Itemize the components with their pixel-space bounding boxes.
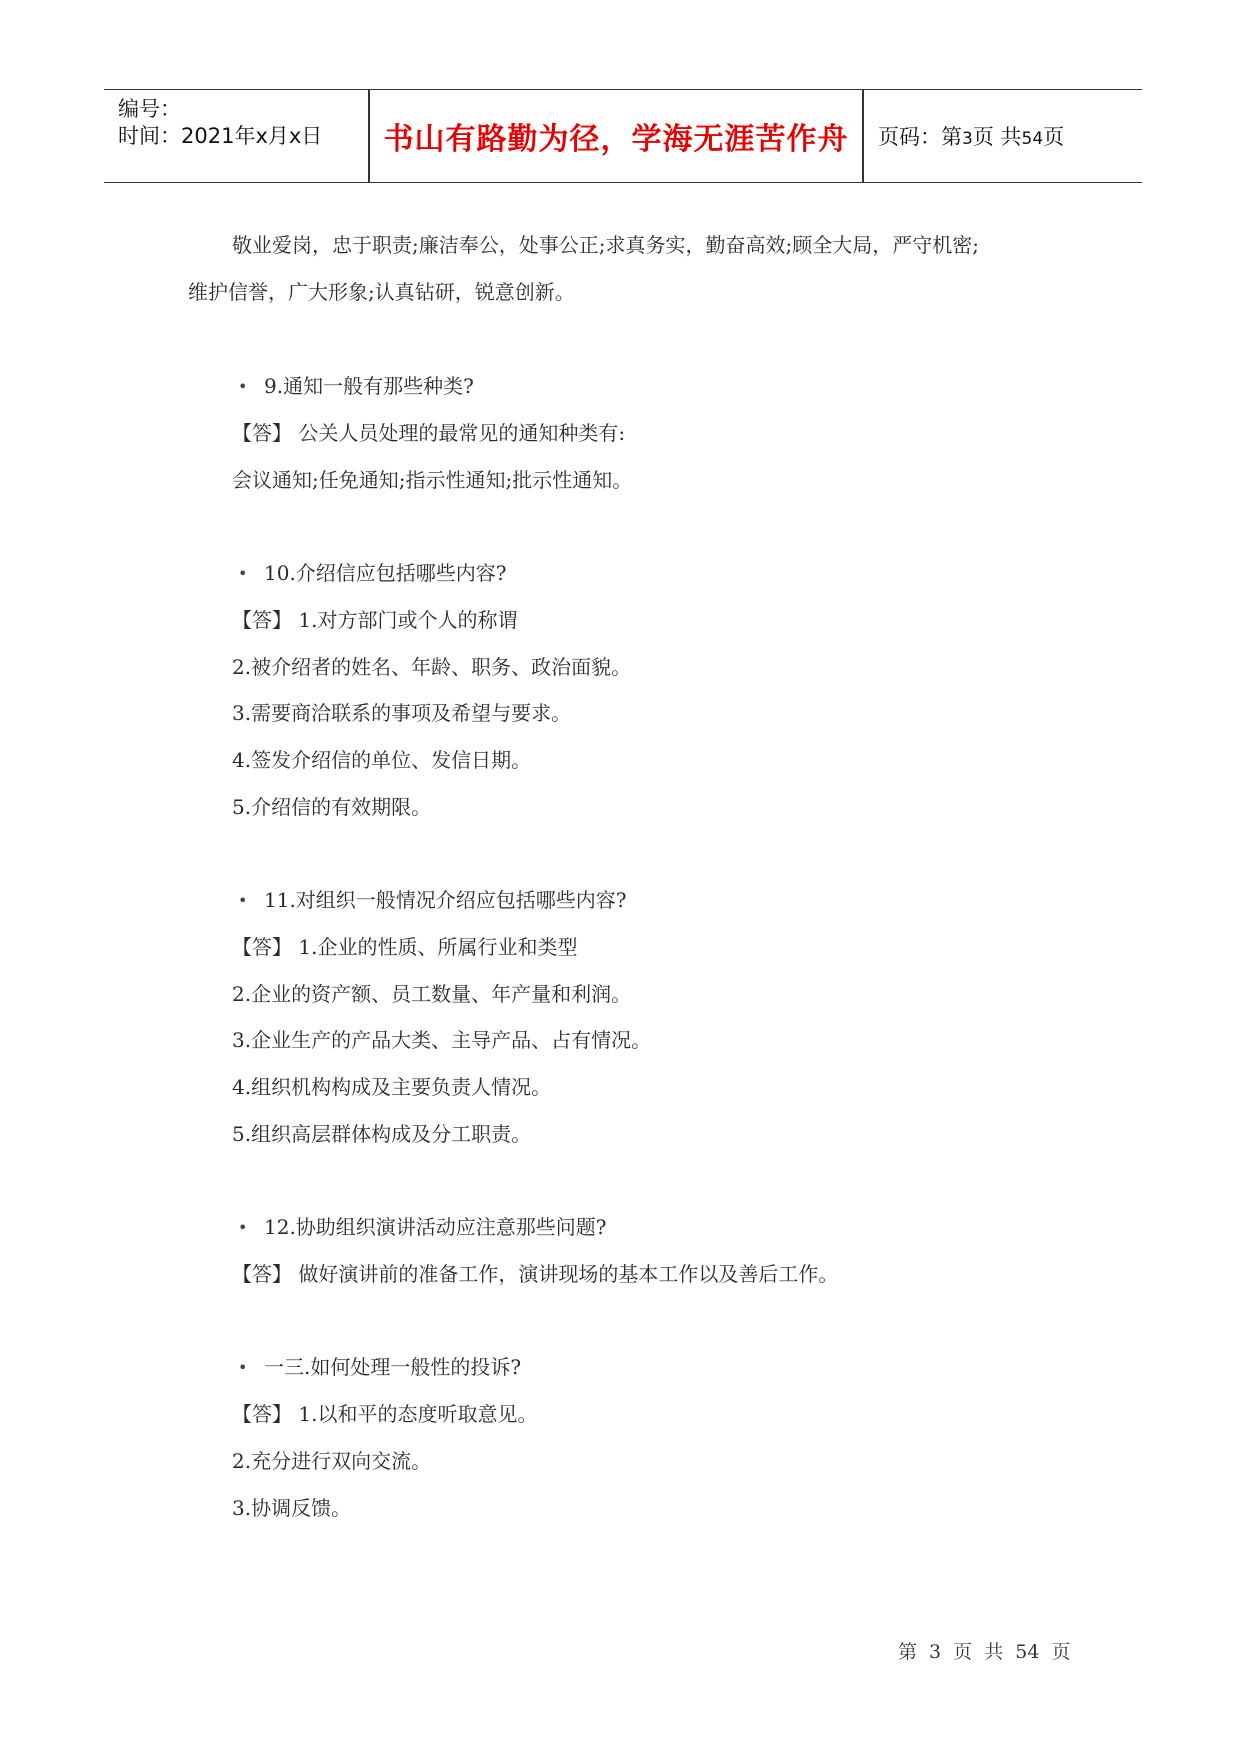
page-current: 3 bbox=[962, 129, 973, 149]
answer-line: 5.组织高层群体构成及分工职责。 bbox=[232, 1122, 532, 1146]
page-suffix: 页 bbox=[1043, 125, 1065, 149]
page-mid: 页 共 bbox=[972, 125, 1022, 149]
bullet-icon: • bbox=[238, 1358, 248, 1377]
question-12: 12.协助组织演讲活动应注意那些问题? bbox=[264, 1215, 607, 1239]
answer-line: 2.充分进行双向交流。 bbox=[232, 1449, 432, 1473]
answer-line: 会议通知;任免通知;指示性通知;批示性通知。 bbox=[232, 468, 633, 492]
question-9: 9.通知一般有那些种类? bbox=[264, 374, 474, 398]
answer-10: 【答】 1.对方部门或个人的称谓 bbox=[232, 608, 518, 632]
page-prefix: 页码：第 bbox=[878, 125, 962, 149]
bullet-icon: • bbox=[238, 1218, 248, 1237]
intro-line: 敬业爱岗，忠于职责;廉洁奉公，处事公正;求真务实，勤奋高效;顾全大局，严守机密; bbox=[232, 233, 979, 257]
answer-line: 5.介绍信的有效期限。 bbox=[232, 795, 432, 819]
page-total: 54 bbox=[1021, 129, 1044, 149]
header-page-info bbox=[864, 90, 1142, 182]
number-label: 编号： bbox=[118, 97, 181, 121]
question-11: 11.对组织一般情况介绍应包括哪些内容? bbox=[264, 888, 627, 912]
bullet-icon: • bbox=[238, 377, 248, 396]
answer-line: 3.需要商洽联系的事项及希望与要求。 bbox=[232, 701, 572, 725]
header-meta bbox=[104, 90, 368, 182]
time-label: 时间：2021年x月x日 bbox=[118, 124, 323, 148]
answer-line: 3.企业生产的产品大类、主导产品、占有情况。 bbox=[232, 1028, 652, 1052]
answer-12: 【答】 做好演讲前的准备工作，演讲现场的基本工作以及善后工作。 bbox=[232, 1262, 839, 1286]
page-footer: 第 3 页 共 54 页 bbox=[898, 1641, 1071, 1663]
answer-line: 4.组织机构构成及主要负责人情况。 bbox=[232, 1075, 552, 1099]
answer-line: 3.协调反馈。 bbox=[232, 1496, 352, 1520]
answer-13: 【答】 1.以和平的态度听取意见。 bbox=[232, 1402, 538, 1426]
header-motto: 书山有路勤为径，学海无涯苦作舟 bbox=[383, 122, 849, 157]
question-10: 10.介绍信应包括哪些内容? bbox=[264, 561, 507, 585]
page-header bbox=[104, 89, 1142, 183]
header-motto-cell bbox=[370, 90, 862, 182]
answer-9: 【答】 公关人员处理的最常见的通知种类有: bbox=[232, 421, 626, 445]
bullet-icon: • bbox=[238, 564, 248, 583]
answer-line: 4.签发介绍信的单位、发信日期。 bbox=[232, 748, 532, 772]
question-13: 一三.如何处理一般性的投诉? bbox=[264, 1355, 522, 1379]
bullet-icon: • bbox=[238, 891, 248, 910]
answer-11: 【答】 1.企业的性质、所属行业和类型 bbox=[232, 935, 578, 959]
intro-line: 维护信誉，广大形象;认真钻研，锐意创新。 bbox=[188, 280, 575, 304]
answer-line: 2.被介绍者的姓名、年龄、职务、政治面貌。 bbox=[232, 655, 632, 679]
answer-line: 2.企业的资产额、员工数量、年产量和利润。 bbox=[232, 982, 632, 1006]
